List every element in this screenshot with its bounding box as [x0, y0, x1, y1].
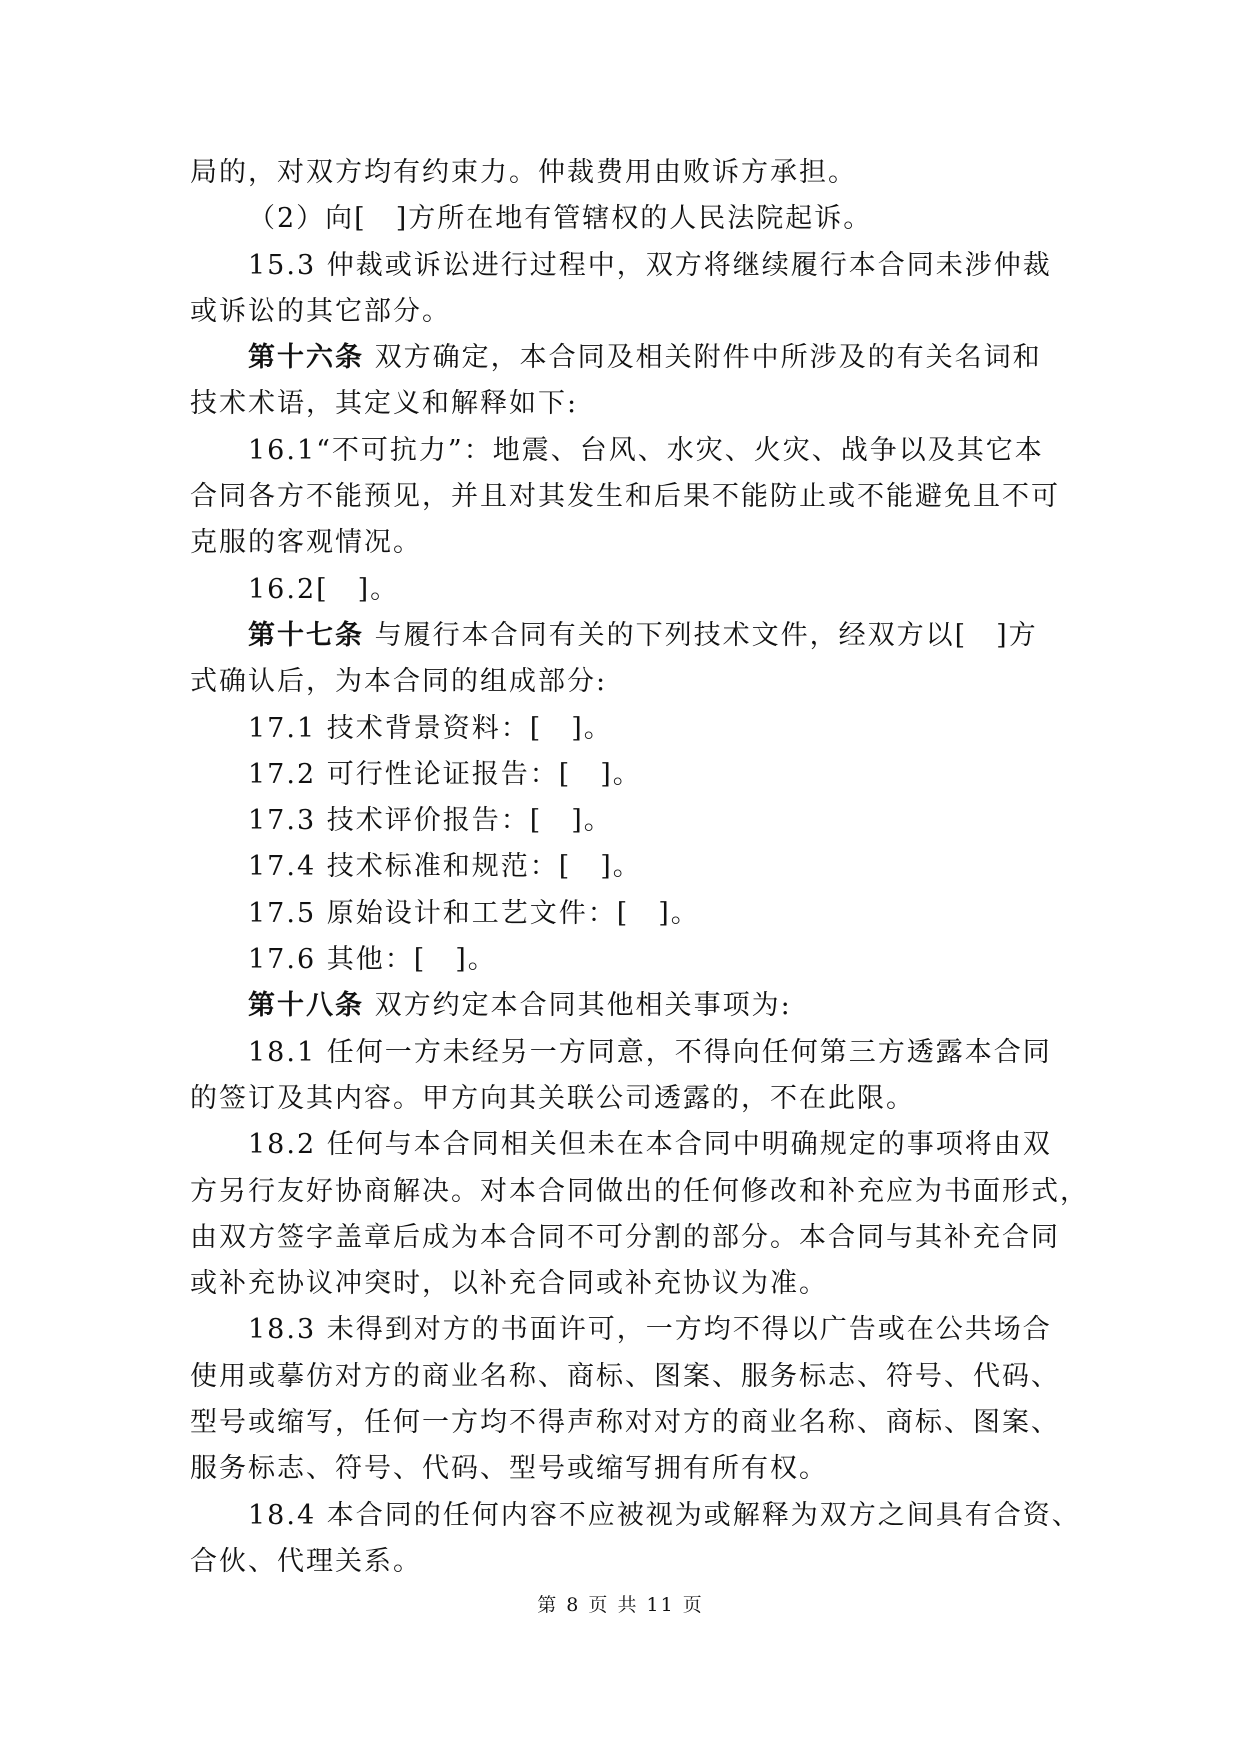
text-line [190, 1076, 1060, 1122]
text-line [190, 983, 1060, 1029]
text-line [190, 1169, 1089, 1215]
line-text: 17.3 技术评价报告：[ ]。 [248, 805, 613, 837]
text-line [190, 428, 1060, 474]
line-text: 15.3 仲裁或诉讼进行过程中，双方将继续履行本合同未涉仲裁 [248, 249, 1052, 281]
line-text: 合同各方不能预见，并且对其发生和后果不能防止或不能避免且不可 [190, 481, 1060, 513]
line-text: 17.4 技术标准和规范：[ ]。 [248, 851, 642, 883]
text-line [190, 1307, 1060, 1353]
line-text: 方另行友好协商解决。对本合同做出的任何修改和补充应为书面形式， [190, 1175, 1089, 1207]
line-text: 17.5 原始设计和工艺文件：[ ]。 [248, 897, 700, 929]
document-body [190, 150, 1089, 1585]
text-line [190, 659, 1060, 705]
line-text: 由双方签字盖章后成为本合同不可分割的部分。本合同与其补充合同 [190, 1221, 1060, 1253]
line-text: 与履行本合同有关的下列技术文件，经双方以[ ]方 [374, 619, 1038, 651]
text-line [190, 752, 1060, 798]
line-text: 16.1“不可抗力”：地震、台风、水灾、火灾、战争以及其它本 [248, 434, 1044, 466]
line-text: 18.2 任何与本合同相关但未在本合同中明确规定的事项将由双 [248, 1129, 1052, 1161]
page-footer: 第 8 页 共 11 页 [537, 1594, 704, 1616]
line-text: 合伙、代理关系。 [190, 1545, 422, 1577]
text-line [190, 1539, 1060, 1585]
text-line [190, 706, 1060, 752]
line-text: 服务标志、符号、代码、型号或缩写拥有所有权。 [190, 1453, 828, 1485]
line-text: 或补充协议冲突时，以补充合同或补充协议为准。 [190, 1268, 828, 1300]
line-text: 18.1 任何一方未经另一方同意，不得向任何第三方透露本合同 [248, 1036, 1052, 1068]
text-line [190, 891, 1060, 937]
text-line [190, 1122, 1060, 1168]
line-text: 技术术语，其定义和解释如下: [190, 388, 579, 420]
text-line [190, 1354, 1060, 1400]
text-line [190, 567, 1060, 613]
text-line [190, 1215, 1060, 1261]
text-line [190, 520, 1060, 566]
text-line [190, 474, 1060, 520]
line-text: 使用或摹仿对方的商业名称、商标、图案、服务标志、符号、代码、 [190, 1360, 1060, 1392]
line-text: 双方约定本合同其他相关事项为: [374, 990, 792, 1022]
line-text: 局的，对双方均有约束力。仲裁费用由败诉方承担。 [190, 157, 857, 188]
article-heading: 第十七条 [248, 619, 364, 651]
text-line [190, 243, 1060, 289]
text-line [190, 937, 1060, 983]
line-text: 克服的客观情况。 [190, 527, 422, 559]
line-text: 18.4 本合同的任何内容不应被视为或解释为双方之间具有合资、 [248, 1499, 1081, 1531]
text-line [190, 196, 1060, 242]
text-line [190, 150, 1060, 196]
article-heading: 第十六条 [248, 342, 364, 374]
text-line [190, 335, 1060, 381]
text-line [190, 844, 1060, 890]
line-text: 双方确定，本合同及相关附件中所涉及的有关名词和 [374, 342, 1042, 374]
line-text: 17.2 可行性论证报告：[ ]。 [248, 758, 642, 790]
line-text: 或诉讼的其它部分。 [190, 295, 451, 327]
text-line [190, 1261, 1060, 1307]
text-line [190, 1493, 1081, 1539]
text-line [190, 1446, 1060, 1492]
text-line [190, 1400, 1060, 1446]
text-line [190, 1030, 1060, 1076]
article-heading: 第十八条 [248, 990, 364, 1022]
line-text: 的签订及其内容。甲方向其关联公司透露的，不在此限。 [190, 1082, 915, 1114]
line-text: 式确认后，为本合同的组成部分: [190, 666, 608, 698]
text-line [190, 381, 1060, 427]
line-text: （2）向[ ]方所在地有管辖权的人民法院起诉。 [248, 203, 873, 235]
line-text: 18.3 未得到对方的书面许可，一方均不得以广告或在公共场合 [248, 1314, 1052, 1346]
text-line [190, 289, 1060, 335]
line-text: 17.6 其他：[ ]。 [248, 944, 497, 976]
line-text: 16.2[ ]。 [248, 573, 400, 605]
line-text: 型号或缩写，任何一方均不得声称对对方的商业名称、商标、图案、 [190, 1407, 1060, 1439]
text-line [190, 613, 1060, 659]
text-line [190, 798, 1060, 844]
line-text: 17.1 技术背景资料：[ ]。 [248, 712, 613, 744]
